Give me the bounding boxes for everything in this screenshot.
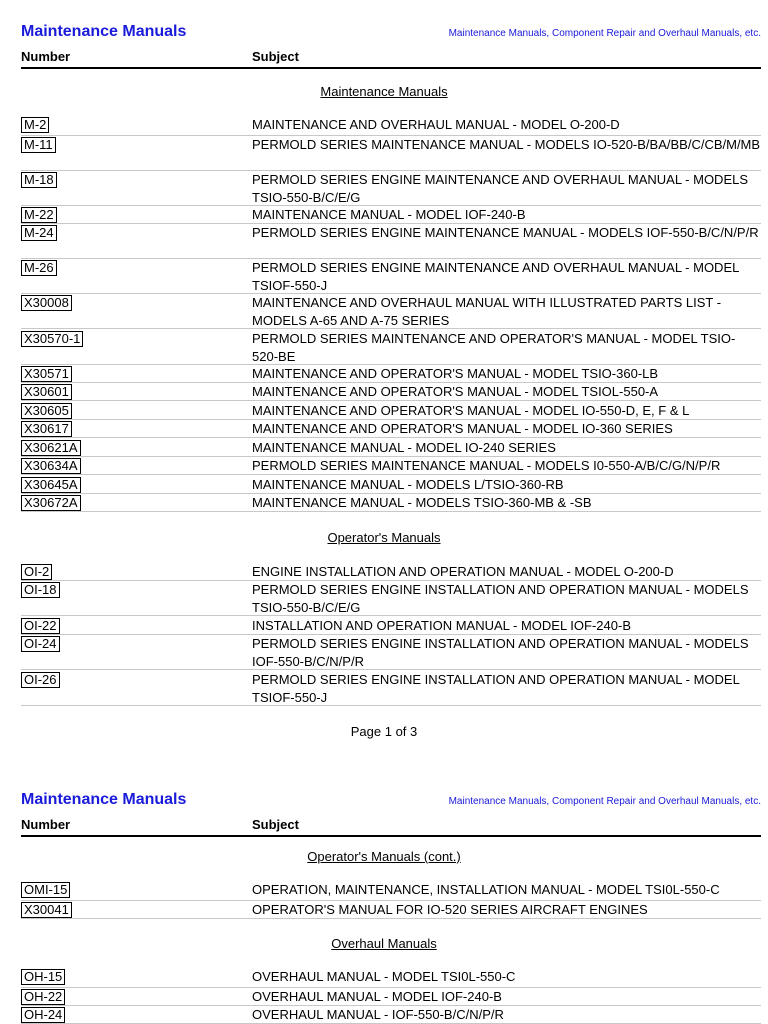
header-subtitle: Maintenance Manuals, Component Repair and Overhaul Manuals, etc. [448, 28, 761, 39]
section-title-operators: Operator's Manuals [327, 530, 441, 545]
table-row [21, 635, 761, 670]
table-row [21, 439, 761, 457]
manual-number[interactable]: OMI-15 [21, 882, 70, 898]
table-row [21, 617, 761, 635]
manual-subject: PERMOLD SERIES MAINTENANCE MANUAL - MODELS IO-520-B/BA/BB/C/CB/M/MB [252, 137, 761, 152]
manual-subject: MAINTENANCE AND OVERHAUL MANUAL - MODEL O-200-D [252, 117, 620, 132]
manual-number[interactable]: X30617 [21, 421, 72, 437]
manual-subject: INSTALLATION AND OPERATION MANUAL - MODEL IOF-240-B [252, 618, 631, 633]
manual-subject: OPERATION, MAINTENANCE, INSTALLATION MANUAL - MODEL TSI0L-550-C [252, 882, 720, 897]
manual-subject: MAINTENANCE MANUAL - MODEL IOF-240-B [252, 207, 526, 222]
manual-number[interactable]: X30605 [21, 403, 72, 419]
table-row [21, 1006, 761, 1024]
manual-subject: MAINTENANCE MANUAL - MODEL IO-240 SERIES [252, 440, 556, 455]
table-row [21, 988, 761, 1006]
manual-subject: MAINTENANCE AND OPERATOR'S MANUAL - MODEL TSIOL-550-A [252, 384, 659, 399]
manual-number[interactable]: X30621A [21, 440, 81, 456]
table-row [21, 330, 761, 365]
page2-header [21, 791, 761, 813]
manual-number[interactable]: X30571 [21, 366, 72, 382]
header-subtitle: Maintenance Manuals, Component Repair and Overhaul Manuals, etc. [448, 796, 761, 807]
manual-subject: ENGINE INSTALLATION AND OPERATION MANUAL - MODEL O-200-D [252, 564, 674, 579]
column-subject-label: Subject [252, 817, 299, 832]
manual-subject: PERMOLD SERIES ENGINE MAINTENANCE AND OVERHAUL MANUAL - MODELS TSIO-550-B/C/E/G [252, 172, 749, 205]
manual-number[interactable]: M-2 [21, 117, 49, 133]
manual-number[interactable]: M-18 [21, 172, 57, 188]
table-row [21, 563, 761, 581]
manual-number[interactable]: OH-24 [21, 1007, 65, 1023]
manual-number[interactable]: OH-15 [21, 969, 65, 985]
manual-subject: PERMOLD SERIES MAINTENANCE AND OPERATOR'S MANUAL - MODEL TSIO-520-BE [252, 331, 736, 364]
manual-subject: PERMOLD SERIES ENGINE MAINTENANCE MANUAL - MODELS IOF-550-B/C/N/P/R [252, 225, 759, 240]
table-row [21, 457, 761, 475]
table-row [21, 671, 761, 706]
manual-number[interactable]: M-24 [21, 225, 57, 241]
manual-subject: PERMOLD SERIES ENGINE MAINTENANCE AND OVERHAUL MANUAL - MODEL TSIOF-550-J [252, 260, 739, 293]
table-row [21, 901, 761, 919]
manual-number[interactable]: M-22 [21, 207, 57, 223]
table-row [21, 259, 761, 294]
table-row [21, 581, 761, 616]
manual-subject: PERMOLD SERIES ENGINE INSTALLATION AND OPERATION MANUAL - MODELS TSIO-550-B/C/E/G [252, 582, 749, 615]
manual-subject: MAINTENANCE MANUAL - MODELS TSIO-360-MB & -SB [252, 495, 592, 510]
section-title-maintenance: Maintenance Manuals [320, 84, 448, 99]
manual-number[interactable]: OI-18 [21, 582, 60, 598]
manual-subject: MAINTENANCE AND OPERATOR'S MANUAL - MODEL IO-360 SERIES [252, 421, 673, 436]
table-row [21, 881, 761, 901]
manual-subject: OVERHAUL MANUAL - IOF-550-B/C/N/P/R [252, 1007, 504, 1022]
manual-number[interactable]: X30672A [21, 495, 81, 511]
table-row [21, 420, 761, 438]
column-subject-label: Subject [252, 49, 299, 64]
manual-number[interactable]: OI-26 [21, 672, 60, 688]
table-row [21, 494, 761, 512]
manual-number[interactable]: X30008 [21, 295, 72, 311]
manual-subject: OVERHAUL MANUAL - MODEL IOF-240-B [252, 989, 502, 1004]
manual-number[interactable]: OI-22 [21, 618, 60, 634]
table-row [21, 968, 761, 988]
manual-number[interactable]: M-26 [21, 260, 57, 276]
manual-subject: MAINTENANCE AND OPERATOR'S MANUAL - MODEL IO-550-D, E, F & L [252, 403, 690, 418]
table-row [21, 294, 761, 329]
page1-header [21, 23, 761, 45]
manual-subject: MAINTENANCE MANUAL - MODELS L/TSIO-360-RB [252, 477, 564, 492]
manual-number[interactable]: X30601 [21, 384, 72, 400]
section-title-operators-cont: Operator's Manuals (cont.) [307, 849, 461, 864]
manual-subject: OVERHAUL MANUAL - MODEL TSI0L-550-C [252, 969, 516, 984]
header-title: Maintenance Manuals [21, 23, 187, 40]
manual-subject: MAINTENANCE AND OVERHAUL MANUAL WITH ILLUSTRATED PARTS LIST - MODELS A-65 AND A-75 SERIES [252, 295, 722, 328]
page1-column-header [21, 49, 761, 69]
table-row [21, 365, 761, 383]
manual-number[interactable]: X30645A [21, 477, 81, 493]
manual-subject: OPERATOR'S MANUAL FOR IO-520 SERIES AIRCRAFT ENGINES [252, 902, 648, 917]
table-row [21, 136, 761, 171]
manual-subject: PERMOLD SERIES ENGINE INSTALLATION AND OPERATION MANUAL - MODELS IOF-550-B/C/N/P/R [252, 636, 749, 669]
page2-column-header [21, 817, 761, 837]
table-row [21, 206, 761, 224]
header-title: Maintenance Manuals [21, 791, 187, 808]
table-row [21, 476, 761, 494]
column-number-label: Number [21, 817, 71, 832]
manual-subject: PERMOLD SERIES ENGINE INSTALLATION AND OPERATION MANUAL - MODEL TSIOF-550-J [252, 672, 740, 705]
manual-number[interactable]: OI-24 [21, 636, 60, 652]
page-number: Page 1 of 3 [350, 724, 418, 739]
manual-number[interactable]: X30041 [21, 902, 72, 918]
table-row [21, 383, 761, 401]
column-number-label: Number [21, 49, 71, 64]
manual-number[interactable]: OH-22 [21, 989, 65, 1005]
manual-subject: MAINTENANCE AND OPERATOR'S MANUAL - MODEL TSIO-360-LB [252, 366, 659, 381]
table-row [21, 224, 761, 259]
section-title-overhaul: Overhaul Manuals [331, 936, 437, 951]
manual-number[interactable]: X30570-1 [21, 331, 83, 347]
manual-subject: PERMOLD SERIES MAINTENANCE MANUAL - MODELS I0-550-A/B/C/G/N/P/R [252, 458, 721, 473]
table-row [21, 402, 761, 420]
manual-number[interactable]: X30634A [21, 458, 81, 474]
manual-number[interactable]: OI-2 [21, 564, 52, 580]
table-row [21, 171, 761, 206]
table-row [21, 116, 761, 136]
manual-number[interactable]: M-11 [21, 137, 56, 153]
